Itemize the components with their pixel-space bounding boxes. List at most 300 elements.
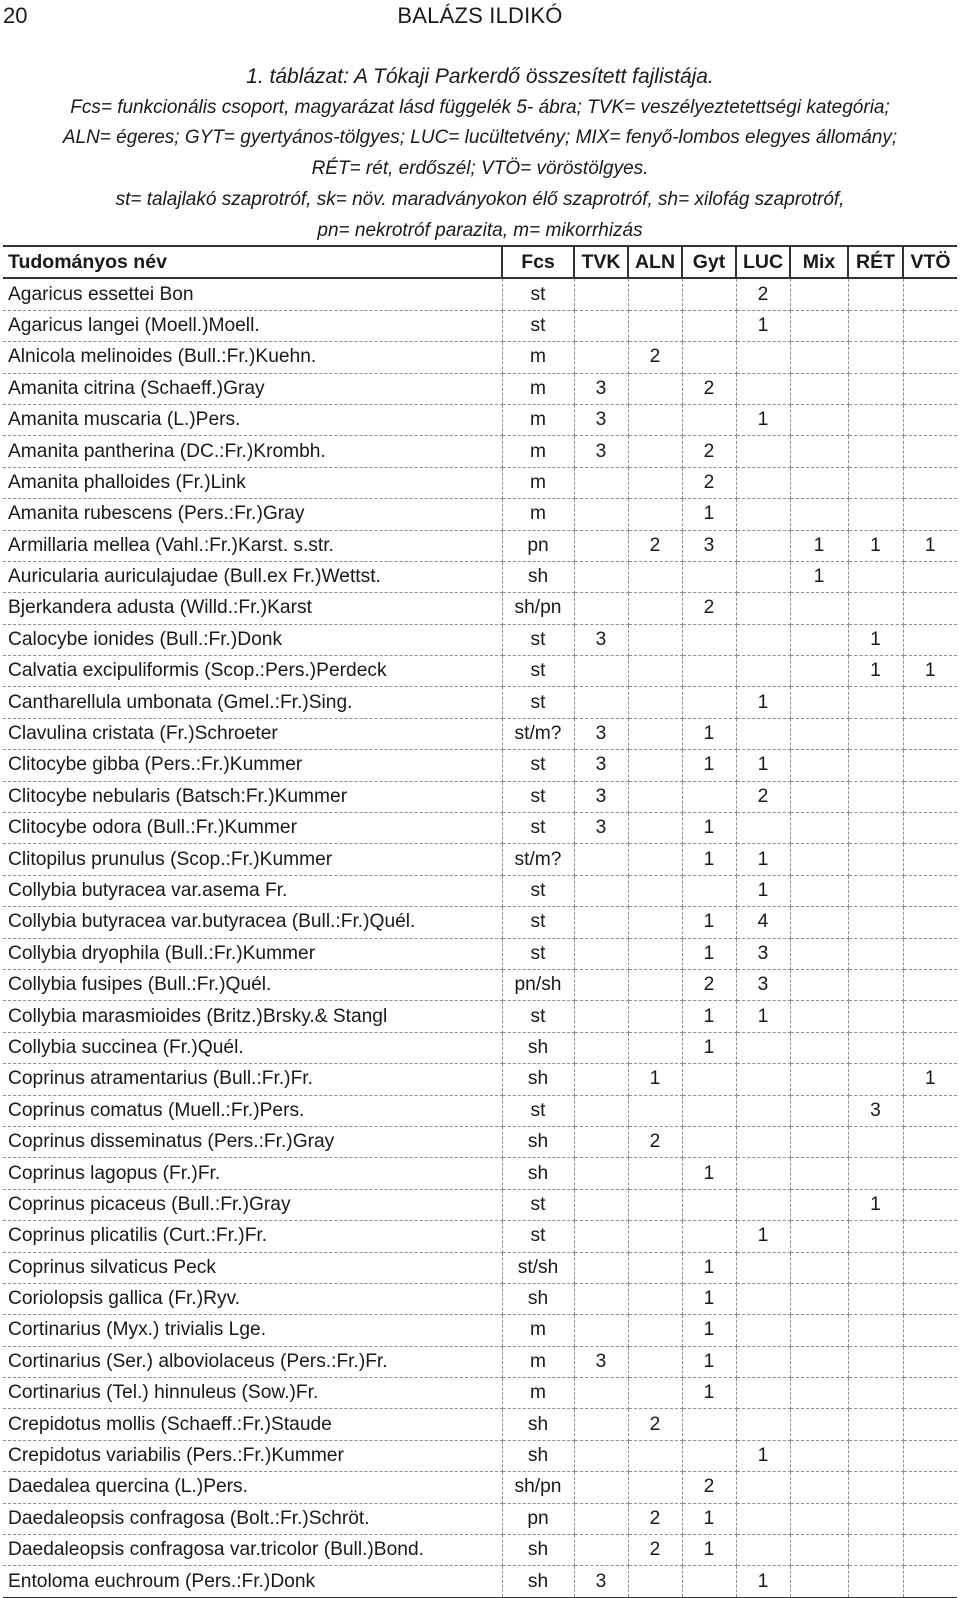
table-row	[3, 499, 957, 530]
cell-luc	[736, 499, 790, 530]
cell-tvk	[574, 310, 628, 341]
page-number: 20	[3, 3, 28, 28]
cell-mix	[790, 1001, 848, 1032]
cell-mix	[790, 907, 848, 938]
cell-aln	[628, 1346, 682, 1377]
table-body	[3, 278, 957, 1597]
cell-tvk	[574, 687, 628, 718]
cell-luc	[736, 1064, 790, 1095]
cell-vto	[903, 593, 957, 624]
cell-vto	[903, 875, 957, 906]
cell-luc: 1	[736, 310, 790, 341]
cell-fcs: m	[502, 342, 574, 373]
table-row	[3, 1064, 957, 1095]
cell-mix	[790, 1283, 848, 1314]
cell-ret	[848, 561, 903, 592]
cell-luc	[736, 1472, 790, 1503]
table-row	[3, 1409, 957, 1440]
cell-aln: 2	[628, 530, 682, 561]
cell-luc: 1	[736, 1001, 790, 1032]
cell-vto	[903, 1001, 957, 1032]
cell-aln	[628, 938, 682, 969]
cell-aln	[628, 1158, 682, 1189]
cell-vto	[903, 1566, 957, 1597]
cell-fcs: sh/pn	[502, 593, 574, 624]
cell-mix	[790, 844, 848, 875]
cell-luc	[736, 1503, 790, 1534]
species-name-cell: Daedaleopsis confragosa var.tricolor (Bull.)Bond.	[3, 1535, 502, 1566]
cell-ret: 1	[848, 624, 903, 655]
cell-luc: 1	[736, 1221, 790, 1252]
cell-luc	[736, 593, 790, 624]
cell-tvk	[574, 938, 628, 969]
cell-ret: 1	[848, 1189, 903, 1220]
cell-mix	[790, 1095, 848, 1126]
cell-vto	[903, 718, 957, 749]
cell-fcs: st/m?	[502, 844, 574, 875]
species-name-cell: Collybia butyracea var.asema Fr.	[3, 875, 502, 906]
species-name-cell: Clitocybe odora (Bull.:Fr.)Kummer	[3, 813, 502, 844]
cell-luc: 1	[736, 1566, 790, 1597]
table-row	[3, 1535, 957, 1566]
cell-gyt	[682, 1221, 736, 1252]
cell-tvk	[574, 1472, 628, 1503]
species-name-cell: Collybia fusipes (Bull.:Fr.)Quél.	[3, 969, 502, 1000]
cell-tvk	[574, 1315, 628, 1346]
species-name-cell: Agaricus essettei Bon	[3, 278, 502, 310]
cell-aln	[628, 750, 682, 781]
cell-fcs: sh/pn	[502, 1472, 574, 1503]
cell-mix	[790, 373, 848, 404]
species-name-cell: Auricularia auriculajudae (Bull.ex Fr.)Wettst.	[3, 561, 502, 592]
cell-vto	[903, 1252, 957, 1283]
species-name-cell: Amanita pantherina (DC.:Fr.)Krombh.	[3, 436, 502, 467]
cell-fcs: st/sh	[502, 1252, 574, 1283]
cell-gyt	[682, 1440, 736, 1471]
species-name-cell: Coprinus disseminatus (Pers.:Fr.)Gray	[3, 1126, 502, 1157]
cell-tvk: 3	[574, 1346, 628, 1377]
cell-mix	[790, 1189, 848, 1220]
cell-vto	[903, 342, 957, 373]
cell-luc: 1	[736, 687, 790, 718]
cell-tvk	[574, 1064, 628, 1095]
column-header-fcs: Fcs	[502, 246, 574, 278]
cell-aln	[628, 373, 682, 404]
column-header-name: Tudományos név	[3, 246, 502, 278]
cell-ret	[848, 1566, 903, 1597]
cell-fcs: sh	[502, 1440, 574, 1471]
cell-ret	[848, 373, 903, 404]
cell-gyt: 1	[682, 1346, 736, 1377]
cell-ret	[848, 1126, 903, 1157]
cell-fcs: m	[502, 436, 574, 467]
table-row	[3, 1378, 957, 1409]
cell-fcs: st	[502, 907, 574, 938]
cell-fcs: st	[502, 750, 574, 781]
cell-ret	[848, 1315, 903, 1346]
cell-ret	[848, 718, 903, 749]
cell-gyt: 1	[682, 750, 736, 781]
cell-tvk: 3	[574, 373, 628, 404]
table-row	[3, 844, 957, 875]
cell-mix	[790, 1126, 848, 1157]
cell-luc: 1	[736, 844, 790, 875]
cell-aln	[628, 1566, 682, 1597]
cell-fcs: st	[502, 624, 574, 655]
cell-aln	[628, 593, 682, 624]
cell-luc	[736, 1252, 790, 1283]
cell-fcs: st/m?	[502, 718, 574, 749]
cell-vto: 1	[903, 656, 957, 687]
cell-vto	[903, 781, 957, 812]
cell-fcs: m	[502, 1346, 574, 1377]
cell-ret	[848, 1440, 903, 1471]
cell-luc: 2	[736, 278, 790, 310]
cell-gyt: 2	[682, 593, 736, 624]
column-header-luc: LUC	[736, 246, 790, 278]
cell-mix	[790, 593, 848, 624]
cell-vto	[903, 1409, 957, 1440]
cell-tvk	[574, 530, 628, 561]
cell-mix	[790, 938, 848, 969]
cell-luc	[736, 561, 790, 592]
caption-line: ALN= égeres; GYT= gyertyános-tölgyes; LUC= lucültetvény; MIX= fenyő-lombos elegyes állomány;	[62, 127, 898, 149]
cell-gyt	[682, 1095, 736, 1126]
table-row	[3, 1472, 957, 1503]
cell-tvk	[574, 1535, 628, 1566]
cell-tvk	[574, 1378, 628, 1409]
cell-ret: 3	[848, 1095, 903, 1126]
cell-aln: 2	[628, 1409, 682, 1440]
cell-gyt	[682, 1409, 736, 1440]
species-name-cell: Bjerkandera adusta (Willd.:Fr.)Karst	[3, 593, 502, 624]
cell-aln	[628, 969, 682, 1000]
cell-aln	[628, 624, 682, 655]
cell-vto	[903, 1158, 957, 1189]
table-row	[3, 436, 957, 467]
cell-ret	[848, 593, 903, 624]
cell-fcs: sh	[502, 1032, 574, 1063]
cell-fcs: pn/sh	[502, 969, 574, 1000]
cell-tvk	[574, 656, 628, 687]
column-header-aln: ALN	[628, 246, 682, 278]
cell-gyt: 1	[682, 1158, 736, 1189]
cell-luc	[736, 1158, 790, 1189]
cell-gyt: 1	[682, 1378, 736, 1409]
species-name-cell: Amanita rubescens (Pers.:Fr.)Gray	[3, 499, 502, 530]
cell-ret	[848, 844, 903, 875]
cell-ret: 1	[848, 530, 903, 561]
cell-fcs: pn	[502, 530, 574, 561]
cell-ret	[848, 1158, 903, 1189]
cell-vto	[903, 436, 957, 467]
cell-mix	[790, 750, 848, 781]
cell-luc: 3	[736, 969, 790, 1000]
cell-fcs: sh	[502, 1158, 574, 1189]
cell-vto	[903, 1221, 957, 1252]
cell-ret	[848, 1283, 903, 1314]
cell-fcs: st	[502, 310, 574, 341]
cell-gyt: 2	[682, 1472, 736, 1503]
cell-gyt: 1	[682, 1535, 736, 1566]
table-row	[3, 1346, 957, 1377]
cell-mix	[790, 1064, 848, 1095]
cell-gyt	[682, 687, 736, 718]
cell-aln	[628, 656, 682, 687]
cell-ret	[848, 1064, 903, 1095]
species-name-cell: Calocybe ionides (Bull.:Fr.)Donk	[3, 624, 502, 655]
cell-aln: 2	[628, 342, 682, 373]
cell-mix: 1	[790, 561, 848, 592]
table-row	[3, 1283, 957, 1314]
species-name-cell: Cortinarius (Myx.) trivialis Lge.	[3, 1315, 502, 1346]
species-name-cell: Daedaleopsis confragosa (Bolt.:Fr.)Schröt.	[3, 1503, 502, 1534]
caption-line: pn= nekrotróf parazita, m= mikorrhizás	[317, 219, 643, 241]
cell-vto	[903, 1378, 957, 1409]
cell-luc: 4	[736, 907, 790, 938]
cell-luc: 2	[736, 781, 790, 812]
cell-gyt: 1	[682, 907, 736, 938]
caption-line: RÉT= rét, erdőszél; VTÖ= vöröstölgyes.	[311, 158, 649, 180]
cell-gyt: 2	[682, 969, 736, 1000]
cell-ret	[848, 1472, 903, 1503]
species-name-cell: Clitocybe gibba (Pers.:Fr.)Kummer	[3, 750, 502, 781]
column-header-ret: RÉT	[848, 246, 903, 278]
cell-vto: 1	[903, 1064, 957, 1095]
cell-mix	[790, 718, 848, 749]
cell-tvk: 3	[574, 404, 628, 435]
cell-tvk	[574, 1158, 628, 1189]
cell-aln	[628, 404, 682, 435]
cell-mix	[790, 1566, 848, 1597]
cell-gyt: 1	[682, 499, 736, 530]
species-name-cell: Cantharellula umbonata (Gmel.:Fr.)Sing.	[3, 687, 502, 718]
cell-ret	[848, 687, 903, 718]
cell-vto	[903, 561, 957, 592]
cell-gyt	[682, 781, 736, 812]
cell-ret	[848, 467, 903, 498]
cell-luc: 1	[736, 750, 790, 781]
cell-vto	[903, 969, 957, 1000]
cell-luc: 1	[736, 404, 790, 435]
cell-vto	[903, 278, 957, 310]
cell-gyt: 1	[682, 1032, 736, 1063]
cell-gyt: 2	[682, 373, 736, 404]
cell-luc	[736, 813, 790, 844]
cell-luc	[736, 373, 790, 404]
cell-mix	[790, 1378, 848, 1409]
cell-gyt	[682, 624, 736, 655]
cell-mix	[790, 1158, 848, 1189]
cell-fcs: st	[502, 687, 574, 718]
cell-ret	[848, 1032, 903, 1063]
cell-tvk	[574, 1221, 628, 1252]
cell-fcs: sh	[502, 561, 574, 592]
table-row	[3, 278, 957, 310]
cell-luc	[736, 342, 790, 373]
species-name-cell: Amanita phalloides (Fr.)Link	[3, 467, 502, 498]
cell-aln	[628, 813, 682, 844]
cell-gyt: 1	[682, 938, 736, 969]
cell-mix	[790, 278, 848, 310]
cell-vto	[903, 687, 957, 718]
cell-ret	[848, 404, 903, 435]
cell-fcs: st	[502, 1189, 574, 1220]
caption-title: 1. táblázat: A Tókaji Parkerdő összesített fajlistája.	[246, 65, 714, 88]
cell-luc	[736, 656, 790, 687]
cell-mix	[790, 1535, 848, 1566]
cell-fcs: m	[502, 467, 574, 498]
cell-gyt	[682, 561, 736, 592]
caption-line: st= talajlakó szaprotróf, sk= növ. maradványokon élő szaprotróf, sh= xilofág szaprotróf,	[115, 188, 845, 210]
species-name-cell: Amanita citrina (Schaeff.)Gray	[3, 373, 502, 404]
cell-vto: 1	[903, 530, 957, 561]
cell-fcs: m	[502, 404, 574, 435]
cell-luc: 1	[736, 875, 790, 906]
cell-luc: 1	[736, 1440, 790, 1471]
running-head-author: BALÁZS ILDIKÓ	[397, 3, 563, 28]
cell-gyt	[682, 1126, 736, 1157]
cell-vto	[903, 938, 957, 969]
cell-ret	[848, 1221, 903, 1252]
cell-aln: 2	[628, 1535, 682, 1566]
cell-luc	[736, 1346, 790, 1377]
cell-mix	[790, 1472, 848, 1503]
page-header	[0, 0, 960, 40]
cell-ret	[848, 1001, 903, 1032]
cell-aln	[628, 1440, 682, 1471]
cell-mix	[790, 342, 848, 373]
cell-aln	[628, 844, 682, 875]
cell-ret	[848, 278, 903, 310]
cell-tvk	[574, 1409, 628, 1440]
table-row	[3, 1095, 957, 1126]
cell-ret	[848, 1503, 903, 1534]
cell-gyt: 2	[682, 467, 736, 498]
cell-luc	[736, 1095, 790, 1126]
cell-tvk	[574, 1001, 628, 1032]
table-row	[3, 1001, 957, 1032]
species-name-cell: Amanita muscaria (L.)Pers.	[3, 404, 502, 435]
cell-tvk: 3	[574, 813, 628, 844]
cell-gyt	[682, 310, 736, 341]
cell-mix	[790, 436, 848, 467]
table-row	[3, 1252, 957, 1283]
cell-aln	[628, 1001, 682, 1032]
table-row	[3, 687, 957, 718]
cell-ret	[848, 969, 903, 1000]
cell-ret	[848, 750, 903, 781]
cell-gyt: 1	[682, 1503, 736, 1534]
cell-tvk	[574, 499, 628, 530]
cell-fcs: st	[502, 1221, 574, 1252]
cell-ret	[848, 436, 903, 467]
cell-gyt: 1	[682, 718, 736, 749]
cell-vto	[903, 373, 957, 404]
cell-tvk	[574, 1283, 628, 1314]
cell-fcs: st	[502, 813, 574, 844]
cell-fcs: m	[502, 1315, 574, 1346]
species-name-cell: Clavulina cristata (Fr.)Schroeter	[3, 718, 502, 749]
species-name-cell: Agaricus langei (Moell.)Moell.	[3, 310, 502, 341]
cell-gyt	[682, 1189, 736, 1220]
cell-aln	[628, 436, 682, 467]
cell-fcs: sh	[502, 1126, 574, 1157]
table-row	[3, 1566, 957, 1597]
column-header-mix: Mix	[790, 246, 848, 278]
table-header	[3, 246, 957, 278]
cell-aln	[628, 907, 682, 938]
cell-vto	[903, 1472, 957, 1503]
table-row	[3, 969, 957, 1000]
cell-tvk	[574, 1095, 628, 1126]
cell-luc	[736, 718, 790, 749]
table-row	[3, 404, 957, 435]
cell-fcs: pn	[502, 1503, 574, 1534]
cell-vto	[903, 1283, 957, 1314]
cell-fcs: sh	[502, 1535, 574, 1566]
table-row	[3, 813, 957, 844]
cell-mix	[790, 969, 848, 1000]
species-name-cell: Coprinus atramentarius (Bull.:Fr.)Fr.	[3, 1064, 502, 1095]
cell-aln	[628, 718, 682, 749]
cell-luc	[736, 624, 790, 655]
cell-aln	[628, 1189, 682, 1220]
cell-tvk	[574, 1252, 628, 1283]
cell-ret	[848, 342, 903, 373]
species-name-cell: Coprinus plicatilis (Curt.:Fr.)Fr.	[3, 1221, 502, 1252]
cell-fcs: st	[502, 781, 574, 812]
table-row	[3, 750, 957, 781]
cell-vto	[903, 1346, 957, 1377]
cell-tvk: 3	[574, 781, 628, 812]
cell-vto	[903, 624, 957, 655]
cell-luc	[736, 467, 790, 498]
cell-vto	[903, 467, 957, 498]
cell-vto	[903, 1503, 957, 1534]
cell-luc	[736, 1535, 790, 1566]
cell-tvk: 3	[574, 1566, 628, 1597]
cell-gyt: 1	[682, 1315, 736, 1346]
cell-gyt: 1	[682, 844, 736, 875]
cell-tvk	[574, 1189, 628, 1220]
cell-vto	[903, 813, 957, 844]
cell-aln	[628, 1378, 682, 1409]
cell-gyt: 1	[682, 1252, 736, 1283]
cell-ret	[848, 938, 903, 969]
cell-luc	[736, 436, 790, 467]
cell-mix	[790, 1440, 848, 1471]
cell-gyt	[682, 1566, 736, 1597]
cell-ret	[848, 1346, 903, 1377]
cell-aln	[628, 1095, 682, 1126]
species-name-cell: Clitocybe nebularis (Batsch:Fr.)Kummer	[3, 781, 502, 812]
cell-mix	[790, 310, 848, 341]
cell-mix	[790, 624, 848, 655]
table-row	[3, 656, 957, 687]
cell-luc: 3	[736, 938, 790, 969]
table-row	[3, 907, 957, 938]
cell-mix	[790, 1252, 848, 1283]
species-name-cell: Coprinus silvaticus Peck	[3, 1252, 502, 1283]
cell-mix	[790, 813, 848, 844]
cell-mix	[790, 656, 848, 687]
cell-tvk	[574, 593, 628, 624]
species-name-cell: Coprinus picaceus (Bull.:Fr.)Gray	[3, 1189, 502, 1220]
table-row	[3, 1315, 957, 1346]
cell-luc	[736, 1315, 790, 1346]
cell-aln	[628, 310, 682, 341]
